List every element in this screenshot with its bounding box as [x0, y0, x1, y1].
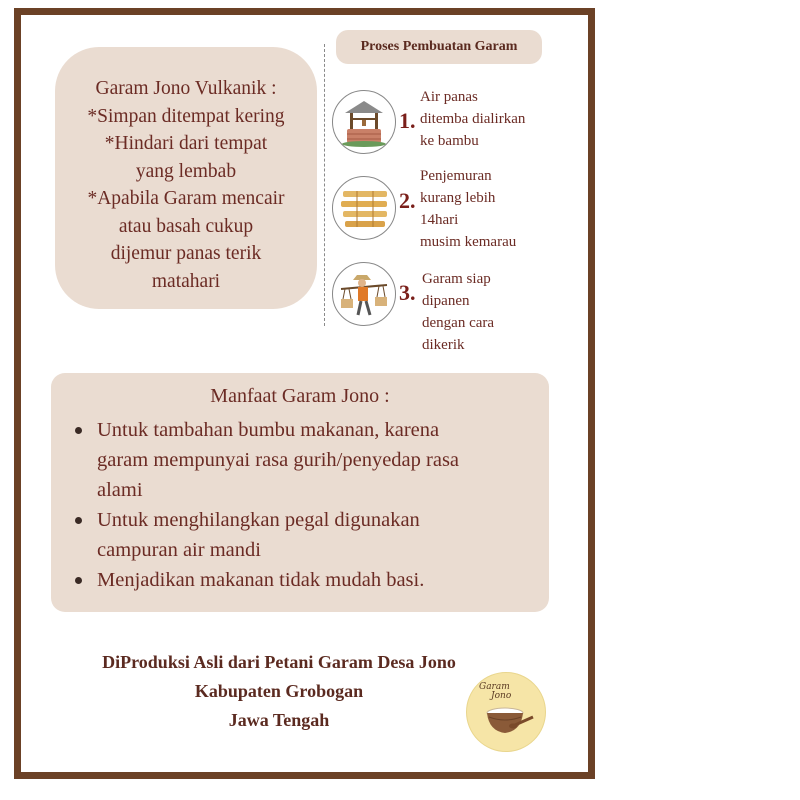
well-icon	[332, 90, 396, 154]
footer-line: DiProduksi Asli dari Petani Garam Desa Jono	[102, 652, 456, 672]
storage-line: *Simpan ditempat kering	[87, 105, 285, 127]
step-line: dipanen	[422, 293, 470, 309]
storage-line: dijemur panas terik	[110, 243, 262, 264]
logo-line: Jono	[491, 691, 512, 701]
dotted-divider	[324, 44, 325, 326]
step-line: dikerik	[422, 337, 465, 353]
step-number-3: 3.	[399, 280, 416, 305]
storage-title: Garam Jono Vulkanik :	[95, 78, 277, 99]
step-3-text	[422, 268, 494, 356]
footer-line: Kabupaten Grobogan	[194, 681, 364, 701]
benefits-panel	[51, 373, 549, 612]
step-number-2: 2.	[399, 188, 416, 213]
producer-footer	[60, 648, 498, 735]
list-item	[73, 415, 533, 505]
logo-line: Garam	[479, 682, 510, 692]
step-2-text	[420, 165, 516, 253]
step-line: dengan cara	[422, 315, 495, 331]
list-item	[73, 505, 533, 565]
step-1-text	[420, 86, 525, 152]
salt-bowl-icon	[467, 673, 545, 751]
storage-instructions-text	[55, 75, 317, 295]
step-line: kurang lebih	[420, 190, 496, 206]
storage-line: atau basah cukup	[118, 215, 254, 237]
step-line: Air panas	[420, 89, 478, 105]
benefit-line: garam mempunyai rasa gurih/penyedap rasa	[97, 449, 460, 471]
benefit-line: Untuk menghilangkan pegal digunakan	[97, 509, 420, 531]
benefit-line: Menjadikan makanan tidak mudah basi.	[97, 569, 425, 591]
list-item	[73, 565, 533, 595]
benefit-line: alami	[97, 479, 143, 501]
storage-line: *Apabila Garam mencair	[87, 188, 285, 209]
step-line: Garam siap	[422, 271, 491, 287]
bullet-icon	[75, 427, 82, 434]
process-title: Proses Pembuatan Garam	[336, 30, 542, 64]
storage-line: *Hindari dari tempat	[104, 133, 268, 154]
storage-line: yang lembab	[135, 160, 237, 182]
bamboo-icon	[332, 176, 396, 240]
garam-jono-logo	[466, 672, 546, 752]
benefits-title: Manfaat Garam Jono :	[210, 385, 390, 407]
step-line: Penjemuran	[420, 168, 492, 184]
bullet-icon	[75, 517, 82, 524]
bullet-icon	[75, 577, 82, 584]
step-line: 14hari	[420, 212, 459, 228]
footer-line: Jawa Tengah	[228, 710, 330, 730]
step-line: musim kemarau	[420, 234, 517, 250]
salt-carrier-icon	[332, 262, 396, 326]
benefit-line: Untuk tambahan bumbu makanan, karena	[97, 419, 440, 441]
storage-instructions-panel	[55, 47, 317, 309]
step-line: ke bambu	[420, 133, 479, 149]
benefit-line: campuran air mandi	[97, 539, 261, 561]
storage-line: matahari	[151, 270, 221, 292]
step-number-1: 1.	[399, 108, 416, 133]
step-line: ditemba dialirkan	[420, 111, 526, 127]
benefits-list	[73, 415, 533, 595]
